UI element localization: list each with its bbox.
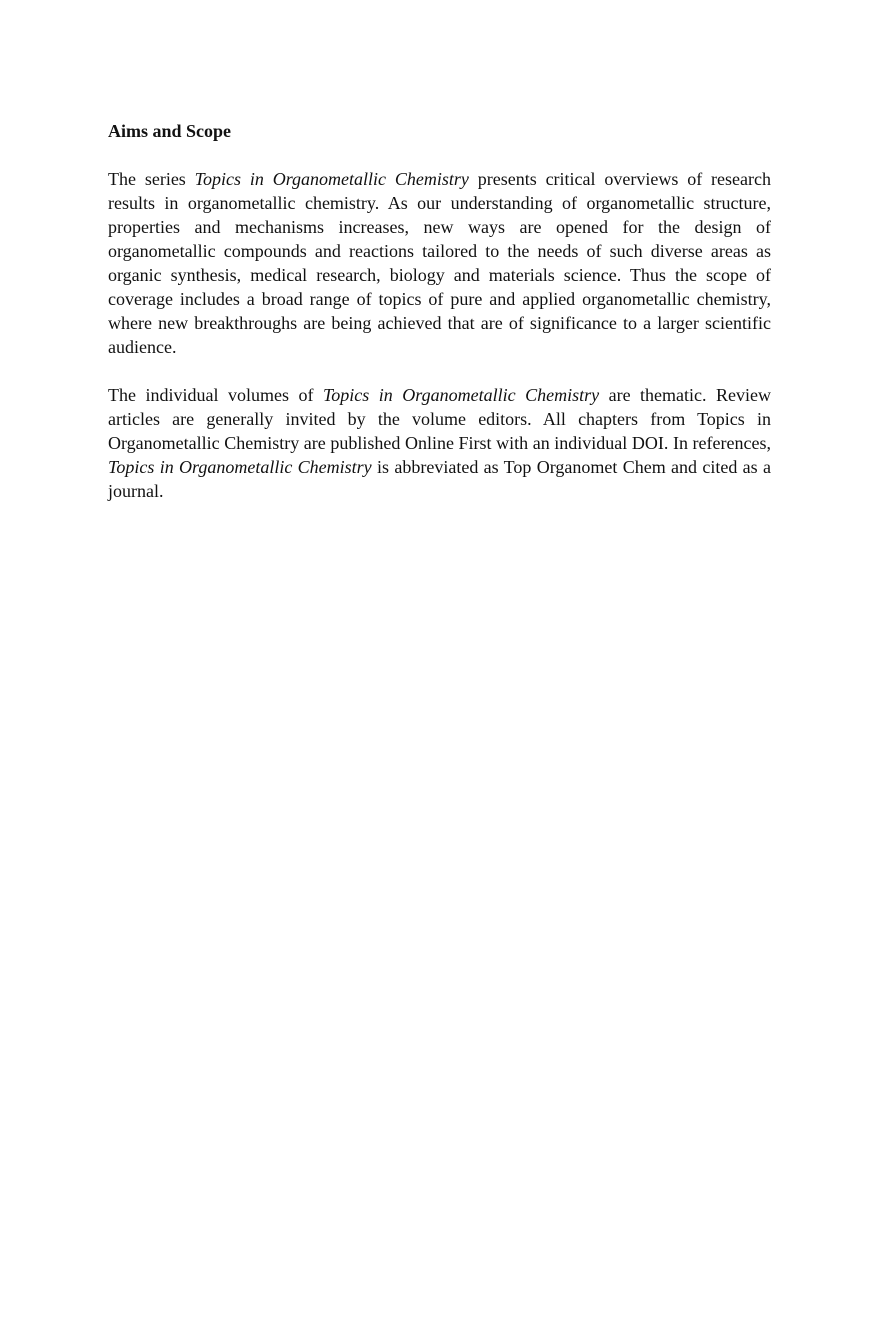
paragraph1-text-1: The series: [108, 169, 195, 189]
series-title-italic: Topics in Organometallic Chemistry: [322, 385, 600, 405]
paragraph1-text-2: presents critical overviews of research results in organometallic chemistry. As our understanding of organometallic structure, properties and mechanisms increases, new ways are opened for the design of organometallic compounds and reactions tailored to the needs of such diverse areas as organic synthesis, medical research, biology and materials science. Thus the scope of coverage includes a broad range of topics of pure and applied organometallic chemistry, where new breakthroughs are being achieved that are of significance to a larger scientific audience.: [108, 169, 772, 357]
document-page: [108, 119, 771, 527]
paragraph2-text-1: The individual volumes of: [108, 385, 323, 405]
paragraph2-text-2: are thematic. Review articles are generally invited by the volume editors. All chapters from Topics in Organometallic Chemistry are published Online First with an individual DOI. In references,: [108, 385, 771, 453]
paragraph-volumes-info: [108, 383, 771, 503]
series-title-italic: Topics in Organometallic Chemistry: [194, 169, 469, 189]
paragraph-series-overview: [108, 167, 771, 359]
series-title-italic: Topics in Organometallic Chemistry: [108, 457, 372, 477]
paragraph2-text-3: is abbreviated as Top Organomet Chem and cited as a journal.: [108, 457, 772, 501]
section-heading: Aims and Scope: [108, 121, 232, 141]
